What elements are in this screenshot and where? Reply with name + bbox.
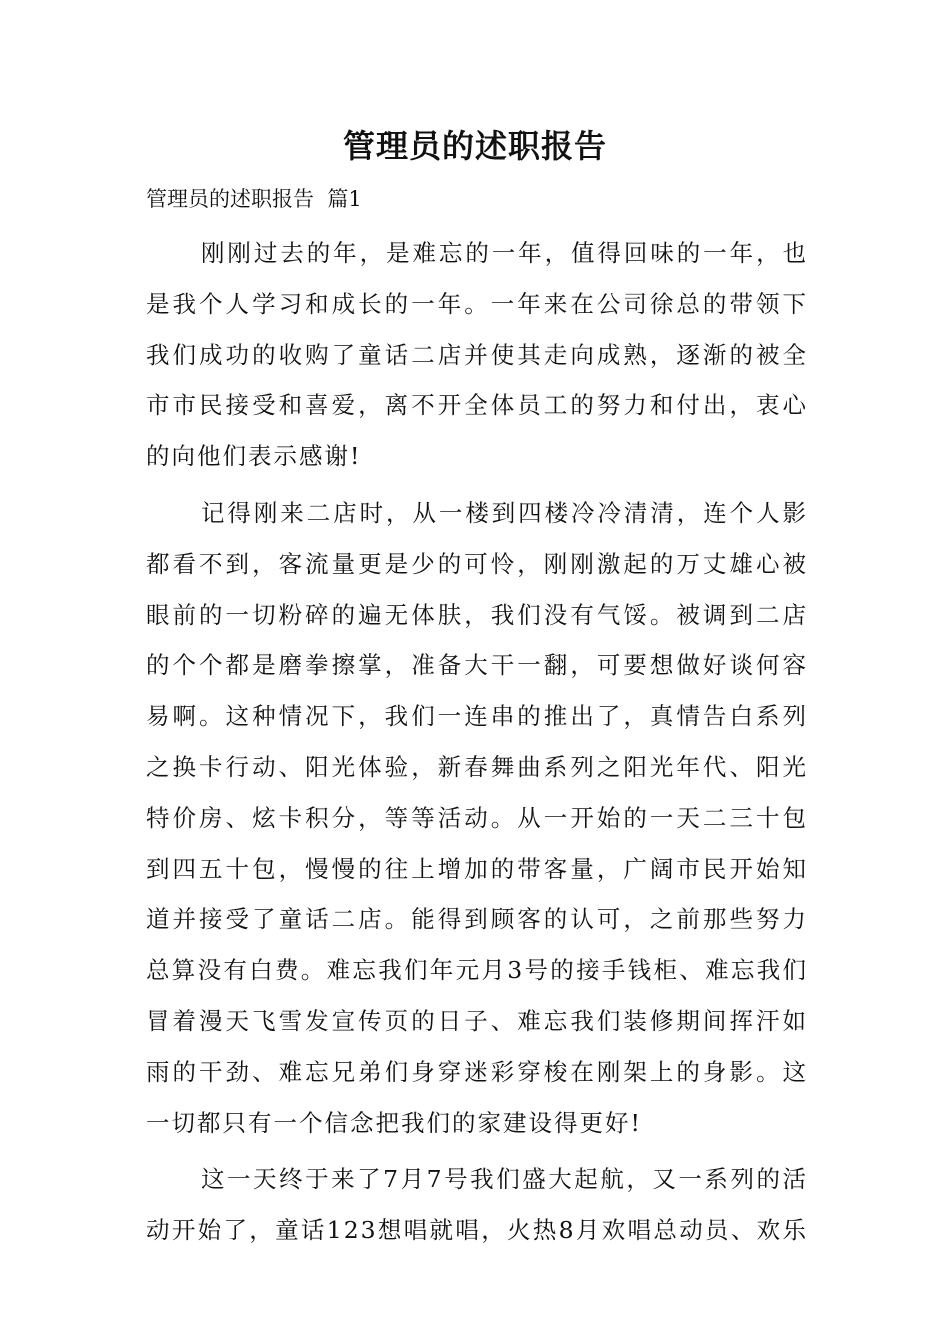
paragraph-line: 的个个都是磨拳擦掌，准备大干一翻，可要想做好谈何容 [146, 651, 808, 680]
paragraph-line: 我们成功的收购了童话二店并使其走向成熟，逐渐的被全 [146, 340, 808, 369]
document-title: 管理员的述职报告 [342, 127, 607, 165]
paragraph-line: 这一天终于来了7月7号我们盛大起航，又一系列的活 [201, 1165, 808, 1194]
paragraph-line: 的向他们表示感谢! [146, 442, 362, 471]
document-subtitle: 管理员的述职报告 篇1 [146, 187, 362, 211]
paragraph-line: 一切都只有一个信念把我们的家建设得更好! [146, 1108, 642, 1137]
paragraph-line: 之换卡行动、阳光体验，新春舞曲系列之阳光年代、阳光 [146, 752, 808, 781]
paragraph-3 [146, 1154, 808, 1256]
paragraph-line: 总算没有白费。难忘我们年元月3号的接手钱柜、难忘我们 [146, 956, 808, 985]
paragraph-line: 易啊。这种情况下，我们一连串的推出了，真情告白系列 [146, 702, 808, 731]
paragraph-1 [146, 228, 808, 482]
paragraph-line: 记得刚来二店时，从一楼到四楼冷冷清清，连个人影 [201, 498, 808, 527]
paragraph-line: 到四五十包，慢慢的往上增加的带客量，广阔市民开始知 [146, 854, 808, 883]
paragraph-line: 眼前的一切粉碎的遍无体肤，我们没有气馁。被调到二店 [146, 600, 808, 629]
paragraph-line: 冒着漫天飞雪发宣传页的日子、难忘我们装修期间挥汗如 [146, 1006, 808, 1035]
paragraph-line: 道并接受了童话二店。能得到顾客的认可，之前那些努力 [146, 905, 808, 934]
paragraph-line: 市市民接受和喜爱，离不开全体员工的努力和付出，衷心 [146, 391, 808, 420]
paragraph-line: 特价房、炫卡积分，等等活动。从一开始的一天二三十包 [146, 803, 808, 832]
paragraph-line: 动开始了，童话123想唱就唱，火热8月欢唱总动员、欢乐 [146, 1216, 808, 1245]
paragraph-line: 都看不到，客流量更是少的可怜，刚刚激起的万丈雄心被 [146, 549, 808, 578]
paragraph-line: 刚刚过去的年，是难忘的一年，值得回味的一年，也 [201, 239, 808, 267]
paragraph-line: 雨的干劲、难忘兄弟们身穿迷彩穿梭在刚架上的身影。这 [146, 1057, 808, 1086]
document-body [146, 228, 808, 1262]
paragraph-2 [146, 488, 808, 1148]
paragraph-line: 是我个人学习和成长的一年。一年来在公司徐总的带领下 [146, 289, 808, 318]
